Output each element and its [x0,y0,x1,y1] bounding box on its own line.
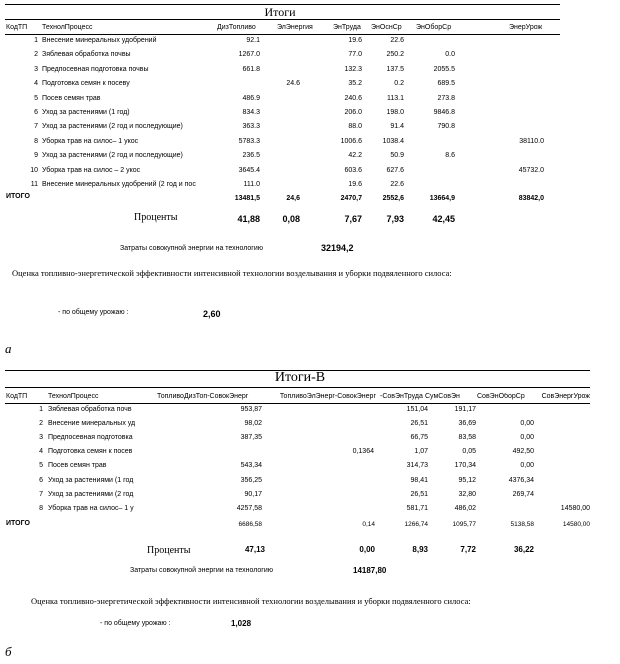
cell-diesel: 236.5 [242,152,260,160]
cell-working-assets-energy: 4376,34 [508,476,534,484]
header-working-assets: ЭнОборСр [416,24,452,31]
cell-fixed-assets: 250.2 [386,51,404,59]
total-working-assets-energy: 5138,58 [510,521,534,528]
cell-process: Подготовка семян к посеву [42,80,130,88]
cell-code: 1 [34,37,38,44]
cell-labor: 132.3 [344,65,362,73]
cell-process: Уход за растениями (1 год [48,476,134,484]
report-title: Итоги [264,5,296,19]
cell-labor-energy: 1,07 [414,448,428,456]
yield-label: - по общему урожаю : [100,620,171,627]
total-yield-energy: 14580,00 [562,521,590,528]
cell-code: 4 [34,80,38,88]
header-code: КодТП [6,24,28,31]
divider [5,19,560,20]
cell-labor-energy: 26,51 [410,420,428,428]
cell-code: 11 [30,181,38,188]
assessment-text: Оценка топливно-энергетической эффективности интенсивной технологии возделывания и уборки подвяленного силоса: [31,596,471,606]
cell-diesel: 1267.0 [238,51,260,59]
cell-diesel: 92.1 [246,37,260,44]
cell-process: Уборка трав на силос– 1 у [48,504,134,512]
cell-electricity: 24.6 [286,80,300,88]
percent-fixed-assets: 7,93 [386,214,404,224]
cell-diesel: 5783.3 [238,137,260,145]
cell-total-energy: 191,17 [454,406,476,413]
cell-process: Уборка трав на силос – 2 укос [42,166,141,174]
cell-labor: 19.6 [348,181,362,188]
header-total-energy: СумСовЭн [425,393,460,400]
cell-code: 4 [39,448,43,456]
caption-b: б [5,644,12,659]
cell-process: Зяблевая обработка почвы [42,51,131,59]
cell-diesel-energy: 90,17 [244,490,262,498]
header-yield: ЭнерУрож [509,24,543,31]
yield-value: 2,60 [203,309,221,319]
yield-value: 1,028 [231,619,252,628]
cell-labor: 240.6 [344,94,362,102]
cell-fixed-assets: 198.0 [386,109,404,116]
cell-diesel-energy: 387,35 [240,434,262,442]
cell-code: 6 [39,476,43,484]
cell-yield: 38110.0 [519,137,544,145]
cell-code: 8 [39,504,43,512]
cell-total-energy: 95,12 [458,476,476,484]
cell-fixed-assets: 22.6 [390,37,404,44]
total-label: ИТОГО [6,193,30,200]
header-code: КодТП [6,393,28,400]
cell-working-assets: 2055.5 [433,65,455,73]
total-electricity: 24,6 [286,195,300,202]
header-labor: ЭнТруда [333,24,361,31]
cell-process: Уход за растениями (1 год) [42,109,130,116]
divider [5,387,590,388]
percent-working-assets-energy: 36,22 [513,545,534,554]
total-working-assets: 13664,9 [429,195,455,202]
cell-code: 1 [39,406,43,413]
cell-process: Предпосевная подготовка почвы [42,65,149,73]
cell-code: 6 [34,109,38,116]
cell-process: Внесение минеральных удобрений (2 год и пос [42,181,196,188]
cell-total-energy: 486,02 [454,504,476,512]
cell-process: Зяблевая обработка почв [48,406,132,413]
cell-total-energy: 0,05 [462,448,476,456]
total-fixed-assets: 2552,6 [382,195,404,202]
total-electricity-energy: 0,14 [362,521,375,528]
header-fixed-assets: ЭнОснСр [371,24,402,31]
cell-labor: 206.0 [344,109,362,116]
cell-total-energy: 36,69 [458,420,476,428]
total-yield: 83842,0 [518,195,544,202]
cell-labor: 42.2 [348,152,362,160]
header-diesel: ДизТопливо [217,24,256,31]
percent-label: Проценты [134,212,178,223]
cell-labor: 77.0 [348,51,362,59]
header-working-assets-energy: СовЭнОборСр [477,393,525,400]
total-diesel: 13481,5 [234,195,260,202]
cell-diesel: 486.9 [242,94,260,102]
cell-process: Подготовка семян к посев [48,448,133,456]
total-label: ИТОГО [6,520,30,527]
divider [5,34,560,35]
header-diesel-energy: ТопливоДизТоп-СовокЭнерг [157,393,249,400]
cell-labor: 603.6 [344,166,362,174]
cell-code: 3 [39,434,43,442]
cell-process: Посев семян трав [42,94,101,102]
cell-fixed-assets: 91.4 [390,123,404,131]
cell-process: Уборка трав на силос– 1 укос [42,137,139,145]
cell-diesel: 834.3 [242,109,260,116]
cell-diesel: 111.0 [243,181,260,188]
percent-diesel: 41,88 [237,214,260,224]
percent-diesel-energy: 47,13 [244,545,265,554]
cell-labor: 1006.6 [340,137,362,145]
cell-code: 5 [34,94,38,102]
cell-total-energy: 170,34 [454,462,476,470]
cell-labor: 35.2 [348,80,362,88]
total-labor: 2470,7 [340,195,362,202]
cell-code: 7 [34,123,38,131]
cell-process: Посев семян трав [48,462,107,470]
cell-process: Уход за растениями (2 год [48,490,134,498]
percent-label: Проценты [147,545,191,556]
cell-diesel: 3645.4 [238,166,260,174]
cell-diesel-energy: 953,87 [240,406,262,413]
cell-diesel: 363.3 [242,123,260,131]
cell-fixed-assets: 50.9 [390,152,404,160]
cell-diesel-energy: 543,34 [240,462,262,470]
header-labor-energy: -СовЭнТруда [380,393,423,400]
cell-working-assets: 8.6 [445,152,455,160]
cell-fixed-assets: 627.6 [386,166,404,174]
cell-labor-energy: 98,41 [410,476,428,484]
cell-code: 8 [34,137,38,145]
divider [5,403,590,404]
header-electricity: ЭлЭнергия [277,24,313,31]
percent-labor: 7,67 [344,214,362,224]
total-total-energy: 1095,77 [452,521,476,528]
cell-working-assets-energy: 492,50 [512,448,534,456]
cell-process: Уход за растениями (2 год и последующие) [42,123,183,131]
caption-a: а [5,341,12,356]
percent-electricity: 0,08 [282,214,300,224]
cell-labor-energy: 66,75 [410,434,428,442]
header-process: ТехнолПроцесс [42,24,93,31]
report-title: Итоги-В [274,370,326,385]
percent-labor-energy: 8,93 [412,545,428,554]
energy-label: Затраты совокупной энергии на технологию [120,245,264,252]
cell-fixed-assets: 1038.4 [382,137,404,145]
cell-diesel: 661.8 [242,65,260,73]
cell-labor-energy: 581,71 [406,504,428,512]
cell-working-assets-energy: 0,00 [520,462,534,470]
header-process: ТехнолПроцесс [48,393,99,400]
header-electricity-energy: ТопливоЭлЭнерг-СовокЭнерг [279,393,376,400]
cell-working-assets-energy: 0,00 [520,420,534,428]
cell-labor: 88.0 [348,123,362,131]
cell-code: 2 [39,420,43,428]
cell-code: 10 [30,166,38,174]
cell-diesel-energy: 4257,58 [236,504,262,512]
cell-fixed-assets: 22.6 [390,181,404,188]
cell-process: Внесение минеральных уд [48,420,136,428]
cell-working-assets: 273.8 [437,94,455,102]
cell-labor-energy: 314,73 [406,462,428,470]
cell-code: 3 [34,65,38,73]
cell-code: 2 [34,51,38,59]
cell-total-energy: 83,58 [458,434,476,442]
cell-fixed-assets: 113.1 [387,94,404,102]
cell-code: 7 [39,490,43,498]
cell-electricity-energy: 0,1364 [352,448,374,456]
cell-labor-energy: 26,51 [410,490,428,498]
cell-working-assets: 689.5 [437,80,455,88]
cell-code: 9 [34,152,38,160]
cell-working-assets-energy: 269,74 [512,490,534,498]
cell-process: Предпосевная подготовка [48,434,133,442]
cell-labor-energy: 151,04 [406,406,428,413]
total-diesel-energy: 6686,58 [238,521,262,528]
total-labor-energy: 1266,74 [404,521,428,528]
cell-process: Уход за растениями (2 год и последующие) [42,152,183,160]
percent-total-energy: 7,72 [460,545,476,554]
cell-fixed-assets: 137.5 [386,65,404,73]
cell-total-energy: 32,80 [458,490,476,498]
cell-code: 5 [39,462,43,470]
percent-electricity-energy: 0,00 [359,545,375,554]
cell-yield: 45732.0 [518,166,544,174]
assessment-text: Оценка топливно-энергетической эффективности интенсивной технологии возделывания и уборки подвяленного силоса: [12,268,452,278]
yield-label: - по общему урожаю : [58,309,129,316]
cell-working-assets: 0.0 [445,51,455,59]
cell-labor: 19.6 [348,37,362,44]
cell-working-assets-energy: 0,00 [520,434,534,442]
energy-value: 14187,80 [353,566,387,575]
cell-process: Внесение минеральных удобрений [42,37,157,44]
energy-label: Затраты совокупной энергии на технологию [130,567,274,574]
cell-diesel-energy: 356,25 [240,476,262,484]
percent-working-assets: 42,45 [432,214,455,224]
cell-fixed-assets: 0.2 [394,80,404,88]
cell-working-assets: 790.8 [437,123,455,131]
cell-diesel-energy: 98,02 [244,420,262,428]
cell-working-assets: 9846.8 [433,109,455,116]
header-yield-energy: СовЭнергУрож [541,393,590,400]
energy-value: 32194,2 [321,243,354,253]
cell-yield-energy: 14580,00 [560,504,590,512]
